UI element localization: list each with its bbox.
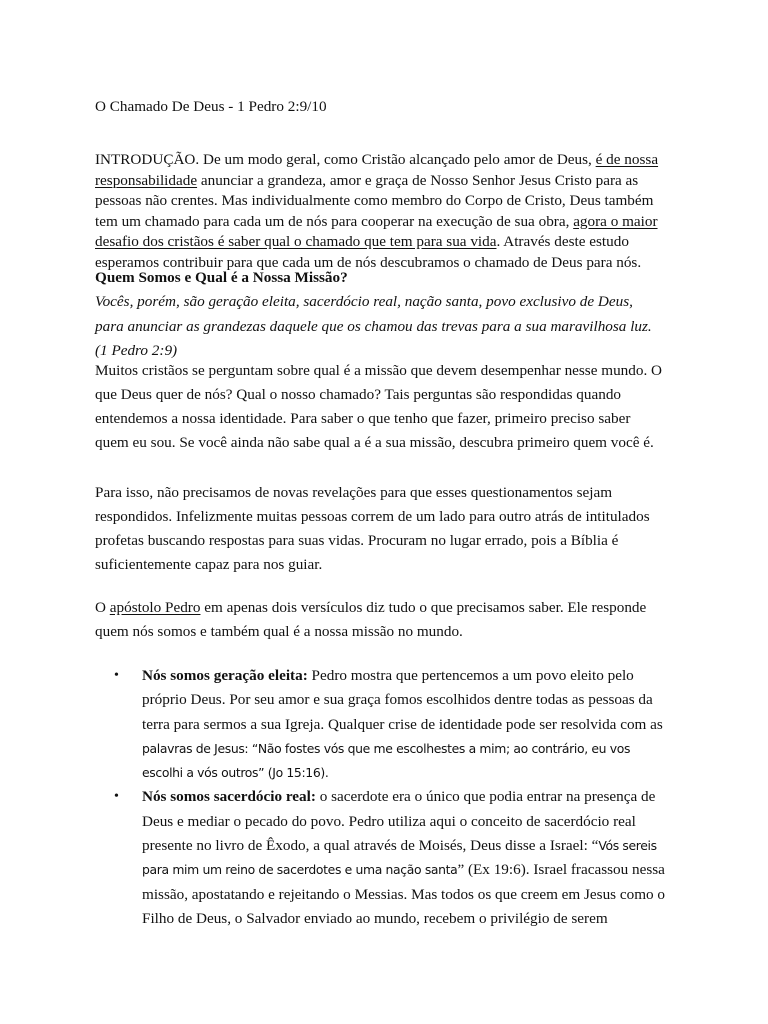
list-item-line: palavras de Jesus: “Não fostes vós que me escolhestes a mim; ao contrário, eu vos <box>142 740 631 756</box>
paragraph-line: suficientemente capaz para nos guiar. <box>95 556 323 573</box>
intro-text: anunciar a grandeza, amor e graça de Nosso Senhor Jesus Cristo para as <box>197 171 639 189</box>
list-item <box>95 785 695 931</box>
list-item-bold-title: Nós somos sacerdócio real: <box>142 788 316 806</box>
paragraph-line: respondidos. Infelizmente muitas pessoas correm de um lado para outro atrás de intitulados <box>95 508 650 525</box>
paragraph-revelacoes <box>95 481 685 577</box>
verse-reference: (1 Pedro 2:9) <box>95 342 178 359</box>
paragraph-line: Para isso, não precisamos de novas revelações para que esses questionamentos sejam <box>95 484 613 501</box>
paragraph-text: O <box>95 599 110 616</box>
verse-line: Vocês, porém, são geração eleita, sacerdócio real, nação santa, povo exclusivo de Deus, <box>95 293 633 310</box>
list-item-text: o sacerdote era o único que podia entrar na presença de <box>315 788 656 806</box>
bullet-list <box>95 664 695 931</box>
list-item-text: presente no livro de Êxodo, a qual através de Moisés, Deus disse a Israel: “ <box>142 837 599 855</box>
intro-text: esperamos contribuir para que cada um de nós descubramos o chamado de Deus para nós. <box>95 253 642 271</box>
quoted-text: Vós sereis <box>598 838 657 854</box>
underlined-phrase: agora o maior <box>573 212 658 230</box>
list-item-line: Filho de Deus, o Salvador enviado ao mundo, recebem o privilégio de serem <box>142 909 608 927</box>
paragraph-text: em apenas dois versículos diz tudo o que precisamos saber. Ele responde <box>200 599 647 616</box>
list-item-text: ” (Ex 19:6). Israel fracassou nessa <box>457 861 665 879</box>
underlined-phrase: apóstolo Pedro <box>109 599 201 616</box>
paragraph-pedro <box>95 596 685 644</box>
bible-verse <box>95 290 695 364</box>
list-item-line: missão, apostatando e rejeitando o Messias. Mas todos os que creem em Jesus como o <box>142 885 666 903</box>
bullet-point-icon: • <box>114 789 119 805</box>
paragraph-line: quem nós somos e também qual é a nossa missão no mundo. <box>95 623 463 640</box>
paragraph-line: entendemos a nossa identidade. Para saber o que tenho que fazer, primeiro preciso saber <box>95 410 631 427</box>
underlined-phrase: desafio dos cristãos é saber qual o chamado que tem para sua vida <box>95 233 497 250</box>
document-title: O Chamado De Deus - 1 Pedro 2:9/10 <box>95 98 327 115</box>
intro-paragraph <box>95 150 685 273</box>
section-heading: Quem Somos e Qual é a Nossa Missão? <box>95 269 348 286</box>
verse-line: para anunciar as grandezas daquele que os chamou das trevas para a sua maravilhosa luz. <box>95 317 652 335</box>
paragraph-line: quem eu sou. Se você ainda não sabe qual a é a sua missão, descubra primeiro quem você é. <box>95 434 654 451</box>
intro-text: pessoas não crentes. Mas individualmente como membro do Corpo de Cristo, Deus também <box>95 192 654 209</box>
bullet-point-icon: • <box>114 668 119 683</box>
list-item-bold-title: Nós somos geração eleita: <box>142 667 308 684</box>
paragraph-line: Muitos cristãos se perguntam sobre qual é a missão que devem desempenhar nesse mundo. O <box>95 362 663 379</box>
list-item-line: terra para sermos a sua Igreja. Qualquer crise de identidade pode ser resolvida com as <box>142 715 663 733</box>
list-item <box>95 664 695 785</box>
list-item-text: Pedro mostra que pertencemos a um povo eleito pelo <box>307 667 634 684</box>
intro-text: INTRODUÇÃO. De um modo geral, como Cristão alcançado pelo amor de Deus, <box>95 151 596 168</box>
list-item-line: Deus e mediar o pecado do povo. Pedro utiliza aqui o conceito de sacerdócio real <box>142 812 636 830</box>
intro-text: . Através deste estudo <box>496 233 629 250</box>
list-item-line: escolhi a vós outros” (Jo 15:16). <box>142 765 329 781</box>
underlined-phrase: responsabilidade <box>95 171 198 189</box>
intro-text: tem um chamado para cada um de nós para cooperar na execução de sua obra, <box>95 212 574 230</box>
paragraph-missao <box>95 359 685 455</box>
paragraph-line: profetas buscando respostas para suas vidas. Procuram no lugar errado, pois a Bíblia é <box>95 532 619 549</box>
list-item-line: próprio Deus. Por seu amor e sua graça fomos escolhidos dentre todas as pessoas da <box>142 691 653 709</box>
paragraph-line: que Deus quer de nós? Qual o nosso chamado? Tais perguntas são respondidas quando <box>95 386 622 403</box>
quoted-text: para mim um reino de sacerdotes e uma nação santa <box>142 862 458 878</box>
underlined-phrase: é de nossa <box>595 151 659 168</box>
